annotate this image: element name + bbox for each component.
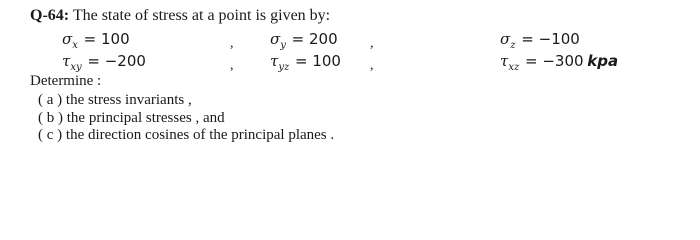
comma-separator: , [230, 58, 234, 73]
sigma-x-equals: = [78, 30, 101, 48]
sigma-z-subscript: z [510, 40, 516, 51]
tau-xy-subscript: xy [70, 62, 82, 73]
comma-separator: , [370, 36, 374, 51]
tau-xz-eq [500, 52, 618, 73]
sigma-z-eq [500, 30, 580, 51]
instruction-item-a: ( a ) the stress invariants , [38, 92, 192, 108]
tau-xz-equals: = [520, 52, 543, 70]
tau-xz-symbol: τ [500, 52, 509, 70]
sigma-y-subscript: y [280, 40, 286, 51]
tau-xz-value: −300 [542, 52, 584, 70]
question-label: Q-64: [30, 7, 70, 24]
comma-separator: , [370, 58, 374, 73]
tau-yz-value: 100 [312, 52, 341, 70]
question-title [30, 7, 330, 25]
sigma-x-symbol: σ [62, 30, 73, 48]
sigma-z-symbol: σ [500, 30, 511, 48]
sigma-y-eq [270, 30, 338, 51]
sigma-x-value: 100 [101, 30, 130, 48]
determine-heading: Determine : [30, 73, 102, 89]
tau-xy-eq [62, 52, 146, 73]
sigma-x-subscript: x [72, 40, 78, 51]
sigma-x-eq [62, 30, 130, 51]
tau-yz-equals: = [290, 52, 313, 70]
question-text: The state of stress at a point is given by: [72, 7, 331, 24]
sigma-y-symbol: σ [270, 30, 281, 48]
sigma-z-equals: = [516, 30, 539, 48]
tau-xy-symbol: τ [62, 52, 71, 70]
tau-xy-value: −200 [104, 52, 146, 70]
sigma-y-equals: = [286, 30, 310, 48]
instruction-item-c: ( c ) the direction cosines of the principal planes . [38, 127, 335, 143]
tau-xy-equals: = [82, 52, 105, 70]
tau-xz-subscript: xz [508, 62, 520, 73]
tau-yz-eq [270, 52, 341, 73]
stress-unit: kpa [587, 52, 619, 70]
sigma-y-value: 200 [309, 30, 338, 48]
sigma-z-value: −100 [538, 30, 580, 48]
instruction-item-b: ( b ) the principal stresses , and [38, 110, 225, 126]
tau-yz-subscript: yz [278, 62, 290, 73]
comma-separator: , [230, 36, 234, 51]
tau-yz-symbol: τ [270, 52, 279, 70]
